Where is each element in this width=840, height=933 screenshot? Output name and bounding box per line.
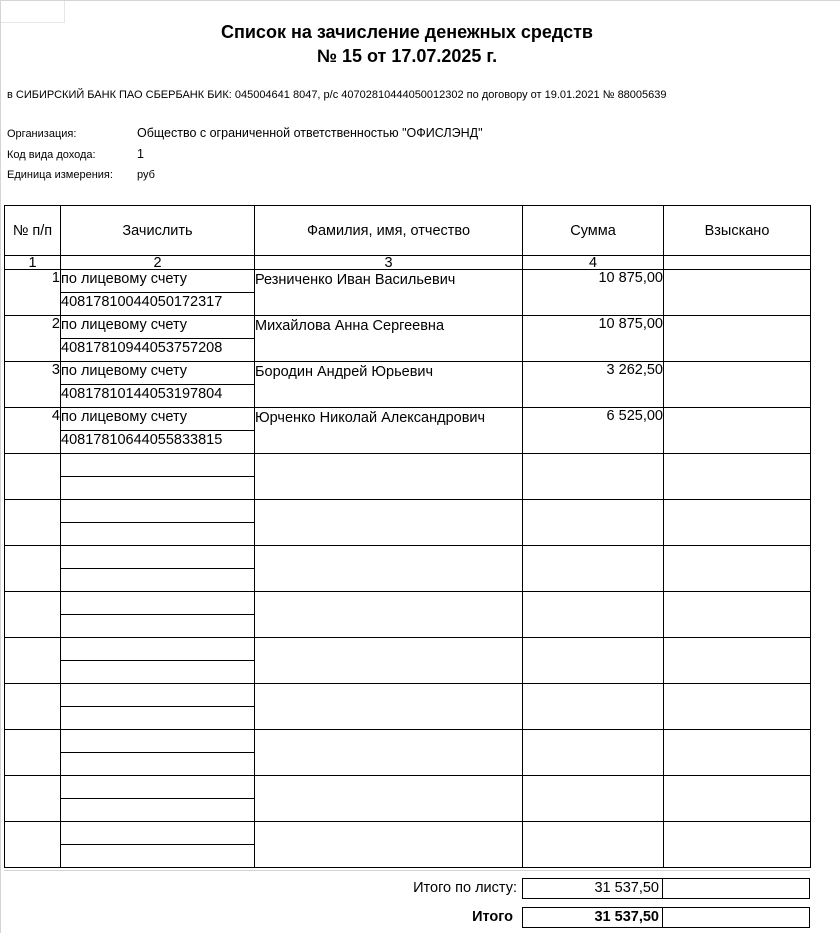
amount <box>523 500 664 546</box>
empty-table-row <box>5 730 811 753</box>
employee-name: Юрченко Николай Александрович <box>255 408 523 454</box>
account-number <box>61 753 255 776</box>
document-number-date: № 15 от 17.07.2025 г. <box>316 46 498 66</box>
credit-method <box>61 454 255 477</box>
employee-name <box>255 500 523 546</box>
withheld-cell <box>664 776 811 822</box>
page-total-label: Итого по листу: <box>413 880 517 896</box>
amount <box>523 776 664 822</box>
credit-method <box>61 776 255 799</box>
account-number <box>61 523 255 546</box>
employee-name <box>255 638 523 684</box>
organization-label: Организация: <box>7 128 77 140</box>
row-index: 2 <box>5 316 61 362</box>
withheld-cell <box>664 454 811 500</box>
amount: 6 525,00 <box>523 408 664 454</box>
withheld-cell <box>664 500 811 546</box>
employee-name <box>255 730 523 776</box>
document-title: Список на зачисление денежных средств <box>221 22 593 42</box>
credit-method <box>61 638 255 661</box>
credit-method: по лицевому счету <box>61 270 255 293</box>
column-number <box>664 256 811 270</box>
credit-method <box>61 730 255 753</box>
unit-value: руб <box>137 169 155 181</box>
credit-method: по лицевому счету <box>61 362 255 385</box>
withheld-cell <box>664 546 811 592</box>
table-row <box>5 270 811 293</box>
account-number: 40817810044050172317 <box>61 293 255 316</box>
grand-total-label: Итого <box>472 909 513 925</box>
row-index: 3 <box>5 362 61 408</box>
row-index <box>5 776 61 822</box>
row-index <box>5 500 61 546</box>
page-total-withheld <box>662 878 810 899</box>
employee-name <box>255 822 523 868</box>
account-number <box>61 707 255 730</box>
withheld-cell <box>664 316 811 362</box>
account-number: 40817810144053197804 <box>61 385 255 408</box>
amount <box>523 684 664 730</box>
withheld-cell <box>664 362 811 408</box>
employee-name <box>255 776 523 822</box>
row-index: 4 <box>5 408 61 454</box>
amount: 3 262,50 <box>523 362 664 408</box>
empty-table-row <box>5 776 811 799</box>
column-number: 4 <box>523 256 664 270</box>
credit-method <box>61 592 255 615</box>
withheld-cell <box>664 592 811 638</box>
row-index: 1 <box>5 270 61 316</box>
row-index <box>5 730 61 776</box>
credit-method: по лицевому счету <box>61 408 255 431</box>
employee-name <box>255 454 523 500</box>
sheet-corner <box>1 1 65 23</box>
employee-name: Резниченко Иван Васильевич <box>255 270 523 316</box>
table-row <box>5 408 811 431</box>
credit-method <box>61 822 255 845</box>
amount <box>523 730 664 776</box>
withheld-cell <box>664 638 811 684</box>
employee-name: Бородин Андрей Юрьевич <box>255 362 523 408</box>
empty-table-row <box>5 546 811 569</box>
amount <box>523 454 664 500</box>
employee-name <box>255 592 523 638</box>
header-amount: Сумма <box>523 206 664 256</box>
account-number <box>61 845 255 868</box>
payment-list-table <box>4 205 811 868</box>
page-total-value: 31 537,50 <box>522 878 663 899</box>
column-number: 1 <box>5 256 61 270</box>
row-index <box>5 638 61 684</box>
withheld-cell <box>664 270 811 316</box>
account-number <box>61 615 255 638</box>
bank-details: в СИБИРСКИЙ БАНК ПАО СБЕРБАНК БИК: 045004641 8047, р/с 40702810444050012302 по договору от 19.01.2021 № 88005639 <box>7 89 667 101</box>
row-index <box>5 822 61 868</box>
credit-method <box>61 684 255 707</box>
withheld-cell <box>664 684 811 730</box>
row-index <box>5 454 61 500</box>
amount <box>523 638 664 684</box>
employee-name <box>255 684 523 730</box>
account-number <box>61 477 255 500</box>
empty-table-row <box>5 500 811 523</box>
withheld-cell <box>664 408 811 454</box>
empty-table-row <box>5 592 811 615</box>
withheld-cell <box>664 730 811 776</box>
credit-method <box>61 546 255 569</box>
empty-table-row <box>5 638 811 661</box>
organization-value: Общество с ограниченной ответственностью "ОФИСЛЭНД" <box>137 126 483 140</box>
credit-method <box>61 500 255 523</box>
withheld-cell <box>664 822 811 868</box>
column-number: 2 <box>61 256 255 270</box>
column-number: 3 <box>255 256 523 270</box>
employee-name <box>255 546 523 592</box>
account-number: 40817810644055833815 <box>61 431 255 454</box>
amount: 10 875,00 <box>523 270 664 316</box>
table-row <box>5 316 811 339</box>
footer-divider <box>4 870 810 871</box>
empty-table-row <box>5 454 811 477</box>
account-number <box>61 661 255 684</box>
table-row <box>5 362 811 385</box>
amount <box>523 546 664 592</box>
empty-table-row <box>5 822 811 845</box>
row-index <box>5 592 61 638</box>
grand-total-value: 31 537,50 <box>522 907 663 928</box>
amount <box>523 592 664 638</box>
header-withheld: Взыскано <box>664 206 811 256</box>
credit-method: по лицевому счету <box>61 316 255 339</box>
income-code-value: 1 <box>137 147 144 161</box>
income-code-label: Код вида дохода: <box>7 149 96 161</box>
account-number <box>61 799 255 822</box>
header-credit-method: Зачислить <box>61 206 255 256</box>
header-full-name: Фамилия, имя, отчество <box>255 206 523 256</box>
amount: 10 875,00 <box>523 316 664 362</box>
empty-table-row <box>5 684 811 707</box>
amount <box>523 822 664 868</box>
grand-total-withheld <box>662 907 810 928</box>
employee-name: Михайлова Анна Сергеевна <box>255 316 523 362</box>
account-number: 40817810944053757208 <box>61 339 255 362</box>
header-index: № п/п <box>5 206 61 256</box>
row-index <box>5 684 61 730</box>
unit-label: Единица измерения: <box>7 169 113 181</box>
row-index <box>5 546 61 592</box>
account-number <box>61 569 255 592</box>
